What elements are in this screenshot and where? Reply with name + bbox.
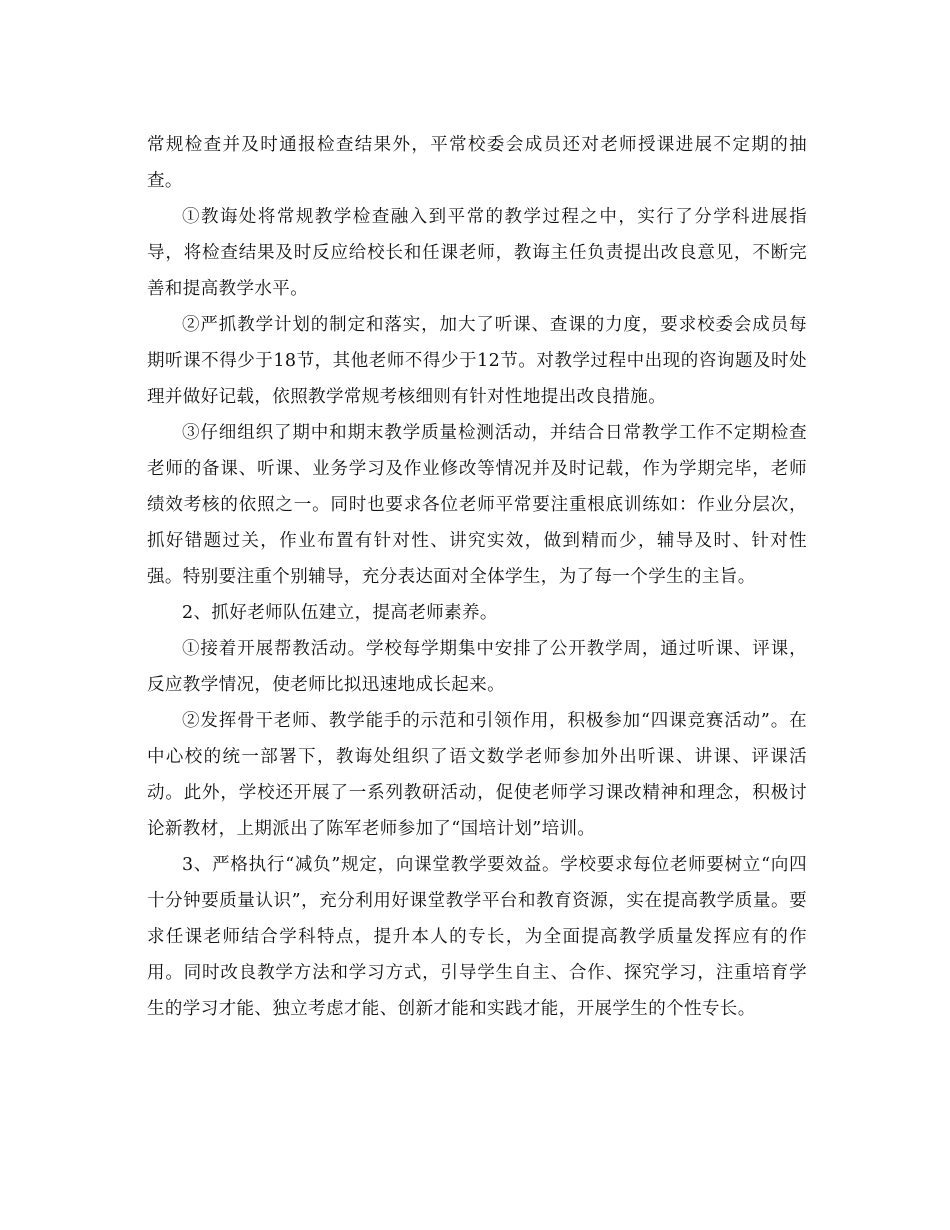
paragraph-1: 常规检查并及时通报检查结果外，平常校委会成员还对老师授课进展不定期的抽查。 [147,135,807,191]
paragraph-7: ②发挥骨干老师、教学能手的示范和引领作用，积极参加“四课竞赛活动”。在中心校的统一部署下，教诲处组织了语文数学老师参加外出听课、讲课、评课活动。此外，学校还开展了一系列教研活动，促使老师学习课改精神和理念，积极讨论新教材，上期派出了陈军老师参加了“国培计划”培训。 [147,711,807,839]
section-paragraph-3: 3、严格执行“减负”规定，向课堂教学要效益。学校要求每位老师要树立“向四十分钟要质量认识”，充分利用好课堂教学平台和教育资源，实在提高教学质量。要求任课老师结合学科特点，提升本人的专长，为全面提高教学质量发挥应有的作用。同时改良教学方法和学习方式，引导学生自主、合作、探究学习，注重培育学生的学习才能、独立考虑才能、创新才能和实践才能，开展学生的个性专长。 [147,855,807,1019]
paragraph-6: ①接着开展帮教活动。学校每学期集中安排了公开教学周，通过听课、评课，反应教学情况，使老师比拟迅速地成长起来。 [147,639,807,695]
document-page [147,127,807,1027]
section-heading-2: 2、抓好老师队伍建立，提高老师素养。 [182,603,498,623]
paragraph-2: ①教诲处将常规教学检查融入到平常的教学过程之中，实行了分学科进展指导，将检查结果及时反应给校长和任课老师，教诲主任负责提出改良意见，不断完善和提高教学水平。 [147,207,807,299]
paragraph-3: ②严抓教学计划的制定和落实，加大了听课、查课的力度，要求校委会成员每期听课不得少于18节，其他老师不得少于12节。对教学过程中出现的咨询题及时处理并做好记载，依照教学常规考核细则有针对性地提出改良措施。 [147,315,807,407]
paragraph-4: ③仔细组织了期中和期末教学质量检测活动，并结合日常教学工作不定期检查老师的备课、听课、业务学习及作业修改等情况并及时记载，作为学期完毕，老师绩效考核的依照之一。同时也要求各位老师平常要注重根底训练如：作业分层次，抓好错题过关，作业布置有针对性、讲究实效，做到精而少，辅导及时、针对性强。特别要注重个别辅导，充分表达面对全体学生，为了每一个学生的主旨。 [147,423,807,587]
